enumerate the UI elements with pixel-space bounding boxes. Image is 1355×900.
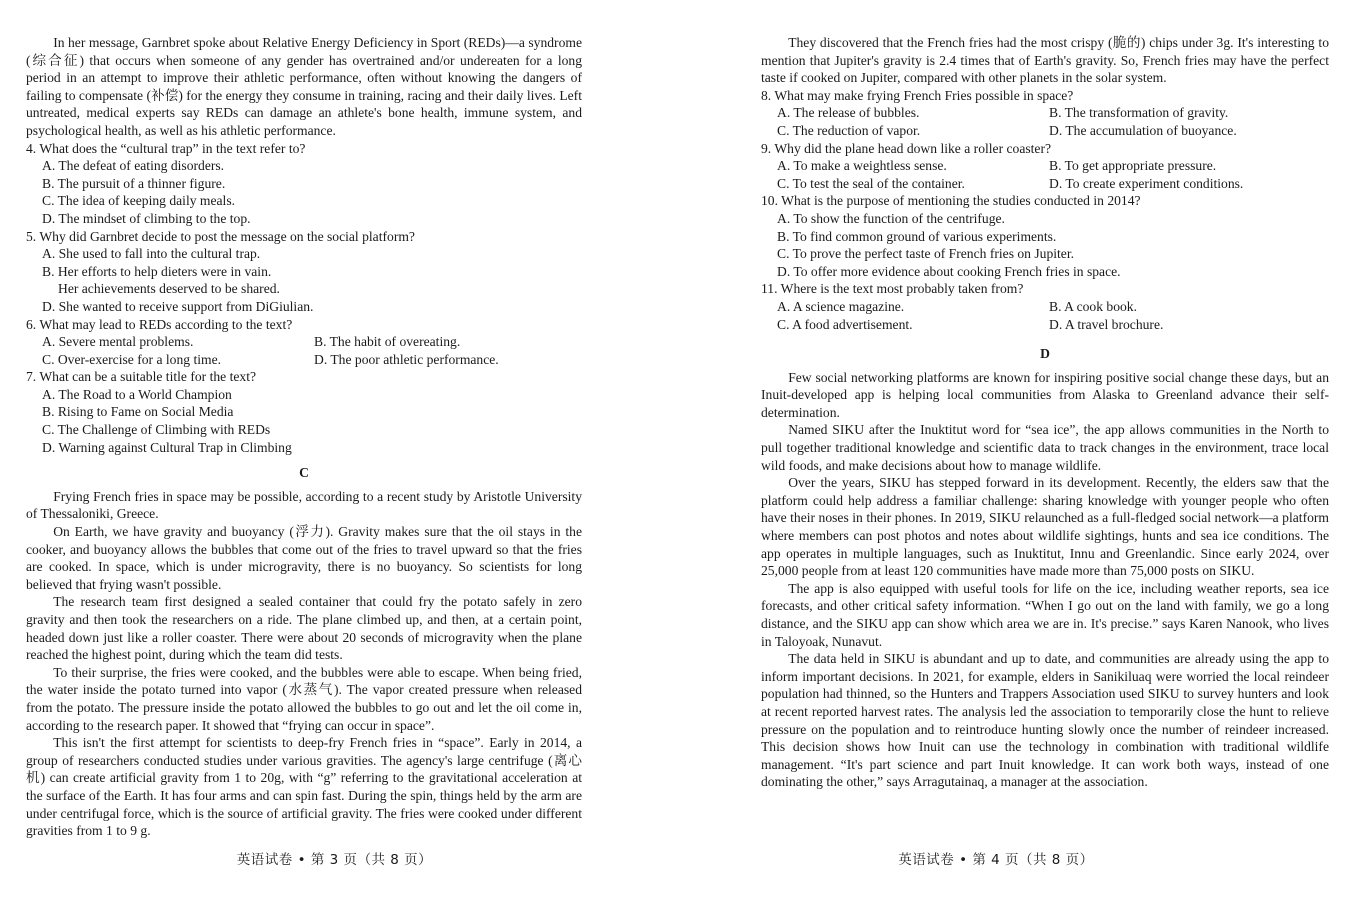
option-d: D. To offer more evidence about cooking French fries in space.	[777, 263, 1121, 279]
option-a: A. The defeat of eating disorders.	[42, 158, 225, 174]
passage-d-paragraph: Over the years, SIKU has stepped forward in its development. Recently, the elders saw that the platform could help address a familiar challenge: sharing knowledge with younger people who often have their noses in their phones. In 2019, SIKU relaunched as a full-fledged social network—a platform where members can post photos and notes about wildlife sightings, hunts and sea ice conditions. The app operates in multiple languages, such as Inuktitut, Innu and Greenlandic. Since early 2024, over 25,000 people from at least 120 communities have made more than 75,000 posts on SIKU.	[761, 475, 1329, 579]
question-11	[761, 280, 1329, 333]
question-stem: 4. What does the “cultural trap” in the text refer to?	[26, 140, 306, 156]
option-b: B. Rising to Fame on Social Media	[42, 404, 234, 420]
option-d: D. Warning against Cultural Trap in Climbing	[42, 439, 292, 455]
option-b: B. The pursuit of a thinner figure.	[42, 175, 226, 191]
question-5	[26, 228, 582, 316]
option-b: B. The transformation of gravity.	[1049, 105, 1229, 121]
question-7	[26, 368, 582, 456]
option-a: A. The release of bubbles.	[777, 105, 920, 121]
question-stem: 9. Why did the plane head down like a roller coaster?	[761, 140, 1052, 156]
option-b: B. Her efforts to help dieters were in vain.	[42, 263, 272, 279]
question-stem: 7. What can be a suitable title for the text?	[26, 369, 256, 385]
passage-c-paragraph: Frying French fries in space may be possible, according to a recent study by Aristotle University of Thessaloniki, Greece.	[26, 488, 582, 522]
option-d: D. A travel brochure.	[1049, 316, 1164, 332]
passage-c-paragraph: To their surprise, the fries were cooked, and the bubbles were able to escape. When being fried, the water inside the potato turned into vapor (水蒸气). The vapor created pressure when released from the potato. The pressure inside the potato allowed the bubbles to go out and let the oil come in, according to the research paper. It showed that “frying can occur in space”.	[26, 664, 582, 733]
option-c: C. The idea of keeping daily meals.	[42, 193, 236, 209]
option-b: B. To get appropriate pressure.	[1049, 158, 1217, 174]
option-c: C. The reduction of vapor.	[777, 122, 921, 138]
option-b: B. A cook book.	[1049, 298, 1137, 314]
section-d-heading: D	[1040, 346, 1050, 362]
option-a: A. To make a weightless sense.	[777, 158, 947, 174]
option-b: B. To find common ground of various experiments.	[777, 228, 1057, 244]
passage-d-paragraph: The data held in SIKU is abundant and up to date, and communities are already using the app to inform important decisions. In 2021, for example, elders in Sanikiluaq were worried the local reindeer population had thinned, so the Hunters and Trappers Association used SIKU to survey hunters and look at recent reported harvest rates. The analysis led the association to temporarily close the hunt to relieve pressure on the population and to reintroduce hunting slowly once the number of reindeer increased. This decision shows how Inuit can use the technology in combination with traditional wildlife management. “It's part science and part Inuit knowledge. It can work both ways, instead of one dominating the other,” says Arragutainaq, a manager at the association.	[761, 651, 1329, 790]
option-c: C. Over-exercise for a long time.	[42, 351, 222, 367]
page-footer: 英语试卷 • 第 3 页（共 8 页）	[236, 852, 433, 868]
left-column	[26, 34, 582, 840]
question-stem: 8. What may make frying French Fries possible in space?	[761, 87, 1074, 103]
passage-d-paragraph: Named SIKU after the Inuktitut word for “sea ice”, the app allows communities in the North to pull together traditional knowledge and scientific data to track changes in the environment, trace local wild foods, and make decisions about how to manage wildlife.	[761, 422, 1329, 473]
question-stem: 10. What is the purpose of mentioning the studies conducted in 2014?	[761, 193, 1141, 209]
option-c: C. The Challenge of Climbing with REDs	[42, 422, 271, 438]
option-d: D. To create experiment conditions.	[1049, 175, 1244, 191]
passage-d-paragraph: The app is also equipped with useful tools for life on the ice, including weather reports, sea ice forecasts, and other critical safety information. “When I go out on the land with family, we go a long distance, and the SIKU app can show which area we are in. It's precise.” says Karen Nanook, who lives in Taloyoak, Nunavut.	[761, 580, 1329, 649]
passage-c-paragraph: The research team first designed a sealed container that could fry the potato safely in zero gravity and then took the researchers on a ride. The plane climbed up, and then, at a certain point, headed down just like a roller coaster. There were about 20 seconds of microgravity when the plane reached the highest point, during which the team did tests.	[26, 594, 582, 663]
passage-c-paragraph: This isn't the first attempt for scientists to deep-fry French fries in “space”. Early in 2014, a group of researchers conducted studies under various gravities. The agency's large centrifuge (离心机) can create artificial gravity from 1 to 20g, with “g” referring to the gravitational acceleration at the surface of the Earth. It has four arms and can spin fast. During the spin, things held by the arm are under centrifugal force, which is the source of artificial gravity. The fries were cooked under different gravities from 1 to 9 g.	[26, 735, 582, 839]
option-a: A. A science magazine.	[777, 298, 905, 314]
passage-d-paragraph: Few social networking platforms are known for inspiring positive social change these days, but an Inuit-developed app is helping local communities from Alaska to Greenland advance their self-determination.	[761, 369, 1329, 420]
question-6	[26, 316, 582, 369]
option-a: A. The Road to a World Champion	[42, 386, 232, 402]
passage-b-ending: In her message, Garnbret spoke about Relative Energy Deficiency in Sport (REDs)—a syndrome (综合征) that occurs when someone of any gender has overtrained and/or undereaten for a long period in an attempt to improve their athletic performance, often without knowing the dangers of failing to compensate (补偿) for the energy they consume in training, racing and their daily lives. Left untreated, medical experts say REDs can damage an athlete's bone health, immune system, and psychological health, as well as his athletic performance.	[26, 35, 582, 138]
option-a: A. She used to fall into the cultural trap.	[42, 246, 261, 262]
option-c: C. To prove the perfect taste of French fries on Jupiter.	[777, 246, 1075, 262]
question-stem: 11. Where is the text most probably taken from?	[761, 281, 1024, 297]
option-b: B. The habit of overeating.	[314, 334, 461, 350]
question-4	[26, 140, 582, 228]
question-stem: 6. What may lead to REDs according to the text?	[26, 316, 293, 332]
option-a: A. Severe mental problems.	[42, 334, 194, 350]
passage-c-ending: They discovered that the French fries had the most crispy (脆的) chips under 3g. It's interesting to mention that Jupiter's gravity is 2.4 times that of Earth's gravity. So, French fries may have the perfect taste if cooked on Jupiter, compared with other planets in the solar system.	[761, 35, 1329, 86]
passage-c-paragraph: On Earth, we have gravity and buoyancy (浮力). Gravity makes sure that the oil stays in the cooker, and buoyancy allows the bubbles that come out of the fries to travel upward so that the fries are cooked. In space, which is under microgravity, there is no buoyancy. So scientists for long believed that frying wasn't possible.	[26, 524, 582, 592]
question-stem: 5. Why did Garnbret decide to post the message on the social platform?	[26, 228, 415, 244]
option-d: D. The poor athletic performance.	[314, 351, 499, 367]
section-c-heading: C	[299, 465, 309, 481]
page-footer: 英语试卷 • 第 4 页（共 8 页）	[898, 852, 1094, 868]
option-d: D. The mindset of climbing to the top.	[42, 210, 251, 226]
right-column	[761, 34, 1329, 791]
option-a: A. To show the function of the centrifuge.	[777, 210, 1005, 226]
question-8	[761, 87, 1329, 140]
option-c: C. A food advertisement.	[777, 316, 913, 332]
question-9	[761, 140, 1329, 193]
right-page	[677, 0, 1355, 900]
option-c: C. To test the seal of the container.	[777, 175, 965, 191]
option-d: D. The accumulation of buoyance.	[1049, 122, 1237, 138]
option-c: Her achievements deserved to be shared.	[58, 281, 280, 297]
question-10	[761, 192, 1329, 280]
left-page	[0, 0, 677, 900]
option-d: D. She wanted to receive support from DiGiulian.	[42, 298, 314, 314]
